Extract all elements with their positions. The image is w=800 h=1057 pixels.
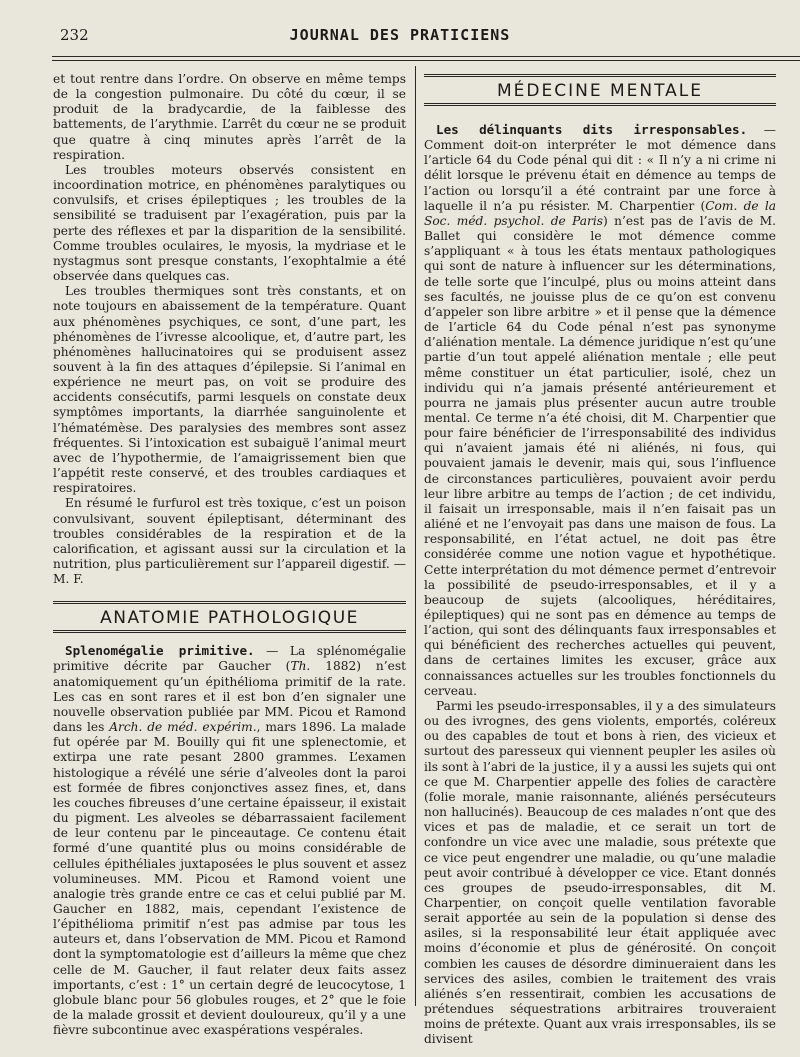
- page-header: [0, 26, 800, 50]
- section-title: MÉDECINE MENTALE: [496, 81, 704, 101]
- section-header-anatomie: [53, 601, 406, 633]
- article-text: , mars 1896. La malade fut opérée par M. Bouilly qui fit une splenectomie, et extirpa une rate pesant 2800 grammes. L’examen histologique a révélé une série d’alveoles dont la paroi est formée de fibres conjonctives assez fines, et, dans les couches fibreuses d’une certaine épaisseur, il existait du pigment. Les alveoles se débarrassaient facilement de leur contenu par le pinceautage. Ce contenu était formé d’une quantité plus ou moins considérable de cellules épithéliales juxtaposées le plus souvent et assez volumineuses. MM. Picou et Ramond voient une analogie très grande entre ce cas et celui publié par M. Gaucher en 1882, mais, cependant l’existence de l’épithélioma primitif n’est pas admise par tous les auteurs et, dans l’observation de MM. Picou et Ramond dont la symptomatologie est d’ailleurs la même que chez celle de M. Gaucher, il faut relater deux faits assez importants, c’est : 1° un certain degré de leucocytose, 1 globule blanc pour 56 globules rouges, et 2° que le foie de la malade grossit et devient douloureux, qu’il y a une fièvre subcontinue avec exaspérations vespérales.: [53, 720, 406, 1038]
- section-title: ANATOMIE PATHOLOGIQUE: [100, 608, 359, 629]
- article-delinquants: [424, 122, 776, 699]
- left-column: [53, 72, 406, 1038]
- section-header-medecine: [424, 74, 776, 106]
- paragraph: En résumé le furfurol est très toxique, c’est un poison convulsivant, souvent épileptisant, déterminant des troubles considérables de la respiration et de la calorification, et agissant aussi sur la circulation et la nutrition, plus particulièrement sur l’appareil digestif. — M. F.: [53, 496, 406, 587]
- journal-title: JOURNAL DES PRATICIENS: [289, 26, 511, 44]
- article-heading: Splenomégalie primitive.: [65, 643, 255, 659]
- paragraph: Les troubles thermiques sont très constants, et on note toujours en abaissement de la température. Quant aux phénomènes psychiques, ce sont, d’une part, les phénomènes de l’ivresse alcoolique, et, d’autre part, les phénomènes hallucinatoires qui se produisent assez souvent à la fin des attaques d’épilepsie. Si l’animal en expérience ne meurt pas, on voit se produire des accidents consécutifs, parmi lesquels on constate deux symptômes importants, la diarrhée sanguinolente et l’hématémèse. Des paralysies des membres sont assez fréquentes. Si l’intoxication est subaiguë l’animal meurt avec de l’hypothermie, de l’amaigrissement bien que l’appétit reste conservé, et des troubles cardiaques et respiratoires.: [53, 284, 406, 496]
- paragraph: et tout rentre dans l’ordre. On observe en même temps de la congestion pulmonaire. Du côté du cœur, il se produit de la bradycardie, de la faiblesse des battements, de l’arythmie. L’arrêt du cœur ne se produit que quatre à cinq minutes après l’arrêt de la respiration.: [53, 72, 406, 162]
- article-text: — Comment doit-on interpréter le mot démence dans l’article 64 du Code pénal qui dit : « Il n’y a ni crime ni délit lorsque le prévenu était en démence au temps de l’action ou lorsqu’il a été contraint par une force à laquelle il n’a pu résister. M. Charpentier (: [424, 123, 776, 213]
- article-text: 1882) n’est anatomiquement qu’un épithélioma primitif de la rate. Les cas en sont rares et il est bon d’en signaler une nouvelle observation publiée par MM. Picou et Ramond dans les: [53, 659, 406, 735]
- right-column: [424, 72, 776, 1048]
- citation: Com. de la Soc. méd. psychol. de Paris: [424, 198, 776, 228]
- page-number: 232: [60, 26, 89, 44]
- header-rule-double: [52, 60, 800, 61]
- paragraph: Parmi les pseudo-irresponsables, il y a des simulateurs ou des ivrognes, des gens violents, emportés, coléreux ou des capables de tout et bons à rien, des vicieux et surtout des paresseux qui viennent peupler les asiles où ils sont à l’abri de la justice, il y a aussi les sujets qui ont ce que M. Charpentier appelle des folies de caractère (folie morale, manie raisonnante, aliénés persécuteurs non hallucinés). Beaucoup de ces malades n’ont que des vices et pas de maladie, et ce serait un tort de confondre un vice avec une maladie, sous prétexte que ce vice peut engendrer une maladie, ou qu’une maladie peut avoir contribué à développer ce vice. Etant donnés ces groupes de pseudo-irresponsables, dit M. Charpentier, on conçoit quelle ventilation favorable serait apportée au sein de la population si dense des asiles, si la responsabilité leur était appliquée avec moins d’économie et plus de générosité. On conçoit combien les causes de désordre diminueraient dans les services des asiles, combien le traitement des vrais aliénés s’en ressentirait, combien les accusations de prétendues séquestrations arbitraires trouveraient moins de prétexte. Quant aux vrais irresponsables, ils se divisent: [424, 698, 776, 1047]
- citation: Th.: [290, 659, 311, 674]
- paragraph: Les troubles moteurs observés consistent en incoordination motrice, en phénomènes paralytiques ou convulsifs, et crises épileptiques ; les troubles de la sensibilité se traduisent par l’exagération, puis par la perte des réflexes et par la disparition de la sensibilité. Comme troubles oculaires, le myosis, la mydriase et le nystagmus sont presque constants, l’exophtalmie a été observée dans quelques cas.: [53, 162, 406, 284]
- article-text: ) n’est pas de l’avis de M. Ballet qui considère le mot démence comme s’appliquant « à tous les états mentaux pathologiques qui sont de nature à influencer sur les déterminations, de telle sorte que l’inculpé, plus ou moins atteint dans ses facultés, ne jouisse plus de ce qu’on est convenu d’appeler son libre arbitre » et il pense que la démence de l’article 64 du Code pénal n’est pas synonyme d’aliénation mentale. La démence juridique n’est qu’une partie d’un tout appelé aliénation mentale ; elle peut même constituer un état particulier, isolé, chez un individu qui n’a jamais présenté antérieurement et pourra ne jamais plus présenter aucun autre trouble mental. Ce terme n’a été choisi, dit M. Charpentier que pour faire bénéficier de l’irresponsabilité des individus qui n’avaient jamais été ni aliénés, ni fous, qui pouvaient jamais le devenir, mais qui, sous l’influence de circonstances particulières, pouvaient avoir perdu leur libre arbitre au temps de l’action ; de cet individu, il faisait un irresponsable, mais il n’en faisait pas un aliéné et ne l’envoyait pas dans une maison de fous. La responsabilité, en l’état actuel, ne doit pas être considérée comme une notion vague et hypothétique. Cette interprétation du mot démence permet d’entrevoir la possibilité de pseudo-irresponsables, et il y a beaucoup de sujets (alcooliques, héréditaires, épileptiques) qui ne sont pas en démence au temps de l’action, qui sont des délinquants faux irresponsables et qui bénéficient des recherches actuelles qui peuvent, dans de certaines limites les excuser, grâce aux connaissances actuelles sur les troubles fonctionnels du cerveau.: [424, 213, 776, 698]
- header-rule: [52, 56, 800, 57]
- article-heading: Les délinquants dits irresponsables.: [436, 122, 748, 137]
- citation: Arch. de méd. expérim.: [109, 720, 257, 735]
- column-divider: [415, 66, 416, 1006]
- article-text: — La splénomégalie primitive décrite par Gaucher (: [53, 644, 406, 674]
- article-splenomegalie: [53, 643, 406, 1038]
